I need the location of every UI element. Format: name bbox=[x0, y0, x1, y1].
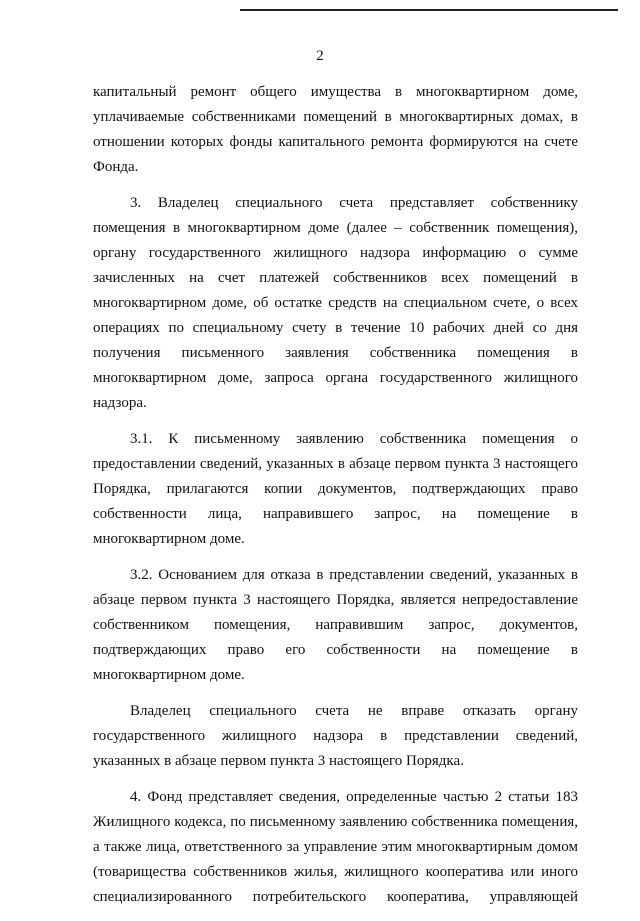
paragraph-owner-refusal: Владелец специального счета не вправе отказать органу государственного жилищного надзора в представлении сведений, указанных в абзаце первом пункта 3 настоящего Порядка. bbox=[93, 703, 578, 769]
page-number: 2 bbox=[316, 48, 324, 64]
document-body bbox=[93, 80, 578, 921]
paragraph-capital-repair-continuation: капитальный ремонт общего имущества в многоквартирном доме, уплачиваемые собственниками помещений в многоквартирных домах, в отношении которых фонды капитального ремонта формируются на счете Фонда. bbox=[93, 84, 578, 175]
paragraph-clause-3: 3. Владелец специального счета представляет собственнику помещения в многоквартирном доме (далее – собственник помещения), органу государственного жилищного надзора информацию о сумме зачисленных на счет платежей собственников всех помещений в многоквартирном доме, об остатке средств на специальном счете, о всех операциях по специальному счету в течение 10 рабочих дней со дня получения письменного заявления собственника помещения в многоквартирном доме, запроса органа государственного жилищного надзора. bbox=[93, 195, 578, 411]
paragraph-clause-4: 4. Фонд представляет сведения, определенные частью 2 статьи 183 Жилищного кодекса, по письменному заявлению собственника помещения, а также лица, ответственного за управление этим многоквартирным домом (товарищества собственников жилья, жилищного кооператива или иного специализированного потребительского кооператива, управляющей bbox=[93, 789, 578, 905]
paragraph-clause-3-1: 3.1. К письменному заявлению собственника помещения о предоставлении сведений, указанных в абзаце первом пункта 3 настоящего Порядка, прилагаются копии документов, подтверждающих право собственности лица, направившего запрос, на помещение в многоквартирном доме. bbox=[93, 431, 578, 547]
top-rule bbox=[240, 9, 618, 11]
paragraph-clause-3-2: 3.2. Основанием для отказа в представлении сведений, указанных в абзаце первом пункта 3 настоящего Порядка, является непредоставление собственником помещения, направившим запрос, документов, подтверждающих право его собственности на помещение в многоквартирном доме. bbox=[93, 567, 578, 683]
